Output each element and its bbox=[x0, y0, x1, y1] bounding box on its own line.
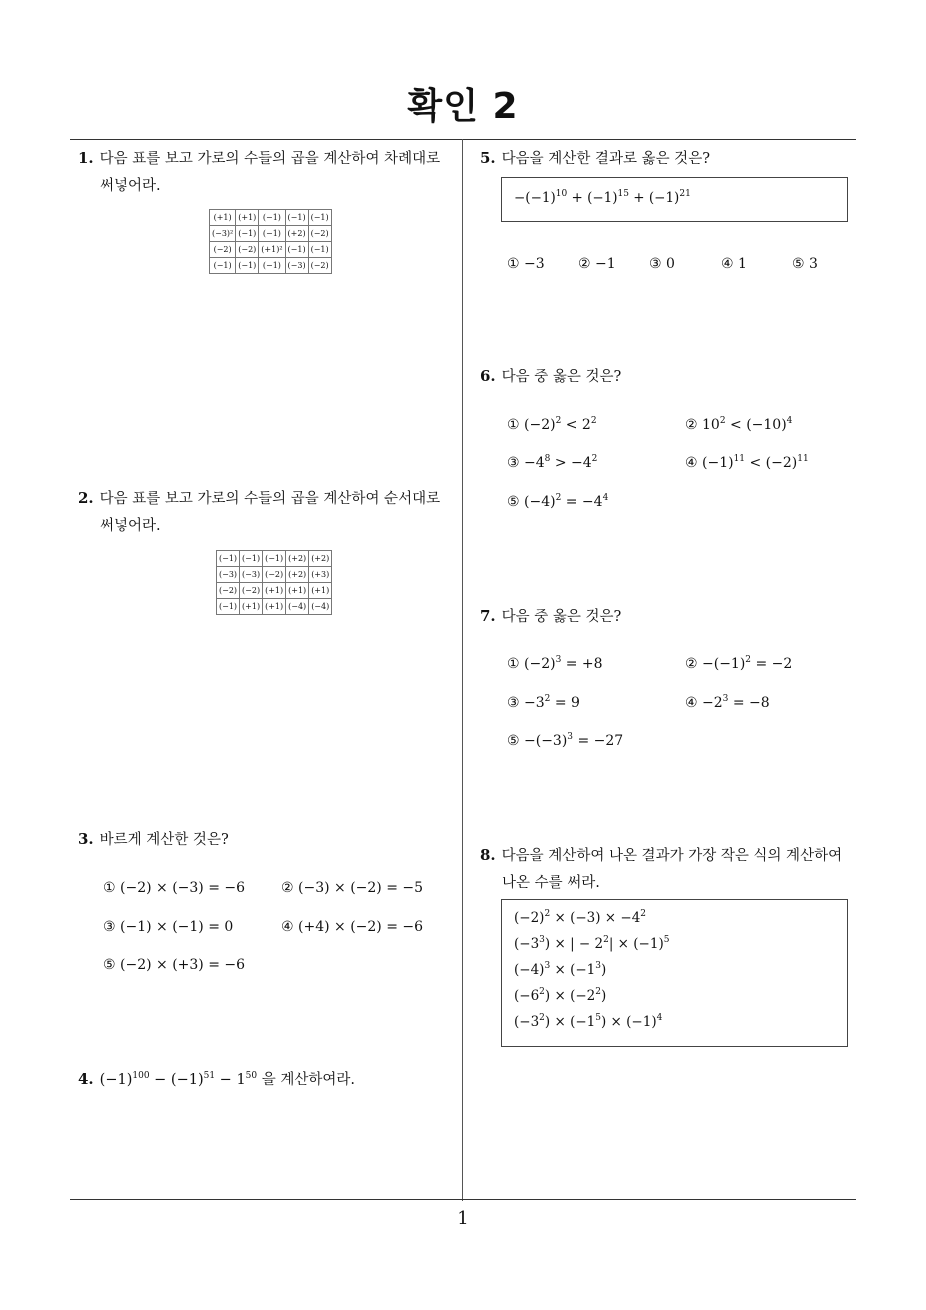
expr-part: (−6 bbox=[514, 988, 540, 1004]
top-rule bbox=[70, 139, 856, 140]
exponent: 3 bbox=[567, 732, 574, 742]
table-cell: (−3) bbox=[240, 567, 263, 583]
table-cell: (−2) bbox=[217, 583, 240, 599]
question-number: 6. bbox=[480, 367, 496, 385]
opt-part: = −8 bbox=[728, 695, 770, 711]
q3-option-3[interactable]: ③ (−1) × (−1) = 0 bbox=[103, 919, 234, 935]
question-text: 바르게 계산한 것은? bbox=[99, 832, 229, 848]
expr-part: ) × | − 2 bbox=[544, 936, 604, 952]
table-row bbox=[217, 599, 332, 615]
q5-option-1[interactable]: ① −3 bbox=[507, 256, 545, 272]
table-cell: (+3) bbox=[309, 567, 332, 583]
question-1 bbox=[78, 145, 458, 200]
exponent: 50 bbox=[245, 1071, 258, 1081]
table-row bbox=[210, 242, 332, 258]
opt-part: = +8 bbox=[561, 656, 603, 672]
opt-part: ⑤ (−4) bbox=[507, 494, 556, 510]
expr-part: −(−1) bbox=[514, 190, 556, 206]
exponent: 2 bbox=[591, 454, 598, 464]
question-2 bbox=[78, 485, 458, 540]
opt-part: ③ −4 bbox=[507, 455, 545, 471]
exponent: 2 bbox=[555, 416, 562, 426]
table-row bbox=[210, 226, 332, 242]
q8-expression-box bbox=[501, 899, 848, 1047]
question-text: 다음 중 옳은 것은? bbox=[501, 609, 622, 625]
table-cell: (−1) bbox=[285, 210, 308, 226]
question-3 bbox=[78, 826, 229, 854]
exponent: 3 bbox=[539, 935, 545, 945]
question-text: 을 계산하여라. bbox=[257, 1072, 355, 1088]
opt-part: ④ −2 bbox=[685, 695, 723, 711]
exponent: 100 bbox=[132, 1071, 150, 1081]
table-cell: (−1) bbox=[210, 258, 236, 274]
expr-part: (−3 bbox=[514, 1014, 540, 1030]
q5-option-4[interactable]: ④ 1 bbox=[721, 256, 747, 272]
q3-option-4[interactable]: ④ (+4) × (−2) = −6 bbox=[281, 919, 424, 935]
q6-option-2[interactable] bbox=[685, 417, 792, 433]
exponent: 4 bbox=[786, 416, 793, 426]
exponent: 2 bbox=[544, 909, 551, 919]
question-7 bbox=[480, 603, 621, 631]
q5-option-2[interactable]: ② −1 bbox=[578, 256, 616, 272]
q7-option-4[interactable] bbox=[685, 695, 770, 711]
q3-option-1[interactable]: ① (−2) × (−3) = −6 bbox=[103, 880, 246, 896]
table-cell: (+2) bbox=[285, 226, 308, 242]
expr-part: ) × (−2 bbox=[544, 988, 596, 1004]
exponent: 2 bbox=[640, 909, 647, 919]
question-number: 8. bbox=[480, 846, 496, 864]
exponent: 11 bbox=[797, 454, 809, 464]
opt-part: ② −(−1) bbox=[685, 656, 746, 672]
table-cell: (+1) bbox=[309, 583, 332, 599]
opt-part: ③ −3 bbox=[507, 695, 545, 711]
table-cell: (−1) bbox=[217, 599, 240, 615]
expr-part: ) × (−1 bbox=[544, 1014, 596, 1030]
exponent: 21 bbox=[679, 189, 691, 199]
table-cell: (+1) bbox=[240, 599, 263, 615]
opt-part: ② 10 bbox=[685, 417, 720, 433]
table-cell: (+2) bbox=[286, 551, 309, 567]
table-cell: (−2) bbox=[236, 242, 259, 258]
q4-expr: (−1) bbox=[99, 1072, 133, 1088]
opt-part: ① (−2) bbox=[507, 656, 556, 672]
question-4 bbox=[78, 1066, 355, 1094]
table-row bbox=[217, 551, 332, 567]
q7-option-1[interactable] bbox=[507, 656, 603, 672]
table-cell: (−4) bbox=[309, 599, 332, 615]
table-cell: (−1) bbox=[308, 242, 331, 258]
table-cell: (−1) bbox=[308, 210, 331, 226]
q6-option-5[interactable] bbox=[507, 494, 608, 510]
q5-expression bbox=[514, 190, 691, 206]
expr-part: + (−1) bbox=[629, 190, 680, 206]
exponent: 10 bbox=[555, 189, 568, 199]
q8-expr-line-1 bbox=[514, 910, 646, 926]
q7-option-2[interactable] bbox=[685, 656, 792, 672]
question-text: 다음 중 옳은 것은? bbox=[501, 369, 622, 385]
question-number: 7. bbox=[480, 607, 496, 625]
exponent: 5 bbox=[595, 1013, 601, 1023]
page-number: 1 bbox=[457, 1208, 469, 1229]
opt-part: = 9 bbox=[550, 695, 580, 711]
table-cell: (−1) bbox=[259, 210, 285, 226]
q8-expr-line-2 bbox=[514, 936, 669, 952]
column-divider bbox=[462, 139, 463, 1201]
question-number: 5. bbox=[480, 149, 496, 167]
bottom-rule bbox=[70, 1199, 856, 1200]
table-row bbox=[210, 210, 332, 226]
exponent: 4 bbox=[656, 1013, 663, 1023]
expr-part: ) × (−1) bbox=[600, 1014, 657, 1030]
table-cell: (−2) bbox=[308, 226, 331, 242]
exponent: 5 bbox=[663, 935, 670, 945]
question-number: 1. bbox=[78, 149, 94, 167]
exponent: 2 bbox=[539, 987, 545, 997]
exponent: 11 bbox=[733, 454, 746, 464]
q7-option-3[interactable] bbox=[507, 695, 580, 711]
expr-part: (−3 bbox=[514, 936, 540, 952]
table-cell: (−1) bbox=[259, 226, 285, 242]
opt-part: = −27 bbox=[573, 733, 624, 749]
table-cell: (+1) bbox=[210, 210, 236, 226]
page-title: 확인 2 bbox=[407, 86, 519, 127]
exponent: 3 bbox=[544, 961, 551, 971]
table-cell: (−3)² bbox=[210, 226, 236, 242]
opt-part: < (−10) bbox=[725, 417, 787, 433]
q8-expr-line-4 bbox=[514, 988, 606, 1004]
exponent: 2 bbox=[539, 1013, 545, 1023]
question-5 bbox=[480, 145, 710, 173]
question-text-cont: 써넣어라. bbox=[100, 178, 161, 194]
table-cell: (+1) bbox=[236, 210, 259, 226]
table-cell: (−2) bbox=[308, 258, 331, 274]
table-cell: (−4) bbox=[286, 599, 309, 615]
table-cell: (−2) bbox=[240, 583, 263, 599]
exponent: 15 bbox=[617, 189, 629, 199]
question-text: 다음을 계산하여 나온 결과가 가장 작은 식의 계산하여 bbox=[501, 848, 843, 864]
opt-part: > −4 bbox=[550, 455, 592, 471]
q6-option-1[interactable] bbox=[507, 417, 597, 433]
table-row bbox=[217, 567, 332, 583]
q3-option-5[interactable]: ⑤ (−2) × (+3) = −6 bbox=[103, 957, 246, 973]
exponent: 8 bbox=[544, 454, 551, 464]
exponent: 2 bbox=[745, 655, 752, 665]
table-cell: (+2) bbox=[309, 551, 332, 567]
table-cell: (−1) bbox=[263, 551, 286, 567]
opt-part: = −2 bbox=[751, 656, 793, 672]
question-text: 다음을 계산한 결과로 옳은 것은? bbox=[501, 151, 710, 167]
q7-option-5[interactable] bbox=[507, 733, 623, 749]
opt-part: ⑤ −(−3) bbox=[507, 733, 568, 749]
q6-option-4[interactable] bbox=[685, 455, 809, 471]
expr-part: + (−1) bbox=[567, 190, 618, 206]
table-cell: (+1)² bbox=[259, 242, 285, 258]
question-text: 다음 표를 보고 가로의 수들의 곱을 계산하여 차례대로 bbox=[99, 151, 441, 167]
opt-part: ① (−2) bbox=[507, 417, 556, 433]
table-cell: (−2) bbox=[263, 567, 286, 583]
q5-option-3[interactable]: ③ 0 bbox=[649, 256, 675, 272]
q2-table bbox=[216, 550, 332, 615]
table-cell: (+1) bbox=[263, 599, 286, 615]
expr-part: ) bbox=[600, 988, 607, 1004]
table-cell: (−1) bbox=[240, 551, 263, 567]
q4-expr: − (−1) bbox=[149, 1072, 204, 1088]
q6-option-3[interactable] bbox=[507, 455, 597, 471]
exponent: 4 bbox=[602, 493, 609, 503]
q3-option-2[interactable]: ② (−3) × (−2) = −5 bbox=[281, 880, 424, 896]
table-cell: (+2) bbox=[286, 567, 309, 583]
q5-expression-box bbox=[501, 177, 848, 222]
question-text-cont: 써넣어라. bbox=[100, 518, 161, 534]
question-number: 3. bbox=[78, 830, 94, 848]
opt-part: < 2 bbox=[561, 417, 591, 433]
q8-expr-line-5 bbox=[514, 1014, 662, 1030]
table-cell: (−1) bbox=[217, 551, 240, 567]
table-cell: (−1) bbox=[285, 242, 308, 258]
expr-part: (−2) bbox=[514, 910, 545, 926]
question-number: 2. bbox=[78, 489, 94, 507]
question-number: 4. bbox=[78, 1070, 94, 1088]
table-cell: (−1) bbox=[236, 258, 259, 274]
expr-part: × (−1 bbox=[550, 962, 596, 978]
exponent: 2 bbox=[544, 694, 551, 704]
opt-part: = −4 bbox=[561, 494, 603, 510]
table-cell: (−1) bbox=[236, 226, 259, 242]
q1-table bbox=[209, 209, 332, 274]
exponent: 51 bbox=[203, 1071, 216, 1081]
exponent: 3 bbox=[555, 655, 562, 665]
table-cell: (−2) bbox=[210, 242, 236, 258]
table-cell: (−3) bbox=[217, 567, 240, 583]
table-cell: (−3) bbox=[285, 258, 308, 274]
exponent: 2 bbox=[603, 935, 609, 945]
expr-part: ) bbox=[600, 962, 607, 978]
exponent: 2 bbox=[555, 493, 562, 503]
question-6 bbox=[480, 363, 621, 391]
q8-expr-line-3 bbox=[514, 962, 606, 978]
exponent: 3 bbox=[722, 694, 729, 704]
exponent: 2 bbox=[590, 416, 597, 426]
exponent: 3 bbox=[595, 961, 601, 971]
expr-part: | × (−1) bbox=[608, 936, 664, 952]
q5-option-5[interactable]: ⑤ 3 bbox=[792, 256, 818, 272]
table-cell: (+1) bbox=[286, 583, 309, 599]
exponent: 2 bbox=[719, 416, 726, 426]
opt-part: ④ (−1) bbox=[685, 455, 734, 471]
table-cell: (−1) bbox=[259, 258, 285, 274]
table-row bbox=[217, 583, 332, 599]
opt-part: < (−2) bbox=[745, 455, 798, 471]
table-row bbox=[210, 258, 332, 274]
expr-part: (−4) bbox=[514, 962, 545, 978]
table-cell: (+1) bbox=[263, 583, 286, 599]
expr-part: × (−3) × −4 bbox=[550, 910, 641, 926]
q4-expr: − 1 bbox=[215, 1072, 246, 1088]
question-text-cont: 나온 수를 써라. bbox=[502, 875, 600, 891]
exponent: 2 bbox=[595, 987, 601, 997]
question-8 bbox=[480, 842, 860, 897]
question-text: 다음 표를 보고 가로의 수들의 곱을 계산하여 순서대로 bbox=[99, 491, 441, 507]
